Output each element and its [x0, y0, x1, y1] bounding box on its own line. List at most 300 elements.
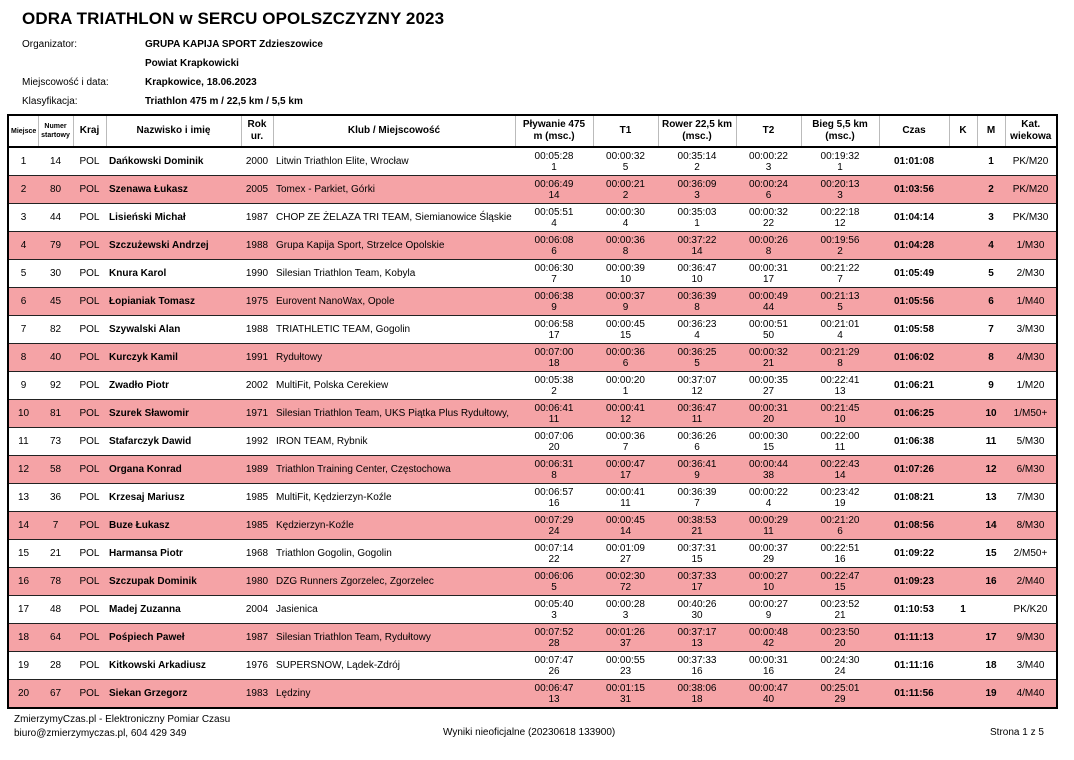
row-club: IRON TEAM, Rybnik [273, 428, 515, 456]
row-t2-position: 4 [765, 497, 772, 509]
table-row [8, 400, 1057, 428]
row-run-time: 00:22:47 [820, 570, 860, 582]
row-swim [515, 456, 593, 484]
row-bib: 67 [38, 680, 73, 709]
row-run [801, 400, 879, 428]
row-t1-position: 14 [619, 525, 632, 537]
row-bib: 21 [38, 540, 73, 568]
row-k: 1 [949, 596, 977, 624]
row-name: Kurczyk Kamil [106, 344, 241, 372]
row-m: 12 [977, 456, 1005, 484]
row-bike [658, 344, 736, 372]
row-run-time: 00:21:01 [820, 318, 860, 330]
row-t2-time: 00:00:35 [749, 374, 788, 386]
row-run-position: 20 [834, 637, 846, 649]
row-place: 7 [8, 316, 38, 344]
row-t2 [736, 484, 801, 512]
row-name: Pośpiech Paweł [106, 624, 241, 652]
row-t2 [736, 316, 801, 344]
row-bike [658, 428, 736, 456]
row-name: Szczupak Dominik [106, 568, 241, 596]
footer-company-block [14, 713, 230, 741]
row-bike [658, 596, 736, 624]
row-name: Lisieński Michał [106, 204, 241, 232]
row-t2-time: 00:00:31 [749, 262, 788, 274]
row-swim-position: 13 [548, 693, 560, 705]
row-time: 01:09:22 [879, 540, 949, 568]
row-run-time: 00:21:13 [820, 290, 860, 302]
row-t1-position: 10 [619, 273, 632, 285]
row-t1-position: 8 [622, 245, 629, 257]
row-t2-position: 38 [762, 469, 775, 481]
row-swim-time: 00:07:29 [534, 514, 574, 526]
row-year: 2005 [241, 176, 273, 204]
row-t1-position: 7 [622, 441, 629, 453]
row-run-time: 00:22:43 [820, 458, 860, 470]
row-swim-time: 00:07:47 [534, 654, 574, 666]
row-t1-time: 00:00:37 [606, 290, 645, 302]
row-t2-position: 42 [762, 637, 775, 649]
row-k [949, 540, 977, 568]
table-row [8, 204, 1057, 232]
row-bike [658, 680, 736, 709]
row-run-position: 6 [837, 525, 843, 537]
row-t1-position: 1 [622, 385, 629, 397]
row-run-time: 00:21:20 [820, 514, 860, 526]
row-m: 5 [977, 260, 1005, 288]
row-run-time: 00:22:41 [820, 374, 860, 386]
row-t2 [736, 260, 801, 288]
row-name: Szurek Sławomir [106, 400, 241, 428]
row-swim-time: 00:06:30 [534, 262, 574, 274]
row-swim-position: 16 [548, 497, 560, 509]
row-bib: 58 [38, 456, 73, 484]
page-title: ODRA TRIATHLON w SERCU OPOLSZCZYZNY 2023 [22, 9, 445, 28]
row-time: 01:05:56 [879, 288, 949, 316]
row-bike [658, 288, 736, 316]
row-m: 18 [977, 652, 1005, 680]
row-t1-time: 00:01:15 [606, 682, 645, 694]
row-year: 1985 [241, 484, 273, 512]
row-k [949, 288, 977, 316]
meta-value: Krapkowice, 18.06.2023 [145, 77, 257, 88]
meta-row-classification [0, 93, 1074, 112]
row-t1-time: 00:00:55 [606, 654, 645, 666]
row-bike [658, 260, 736, 288]
row-t2-time: 00:00:31 [749, 654, 788, 666]
row-t2 [736, 568, 801, 596]
row-place: 6 [8, 288, 38, 316]
row-bike [658, 484, 736, 512]
row-m: 13 [977, 484, 1005, 512]
col-header-club: Klub / Miejscowość [273, 115, 515, 147]
row-time: 01:08:56 [879, 512, 949, 540]
row-time: 01:01:08 [879, 147, 949, 176]
row-run-time: 00:22:18 [820, 206, 860, 218]
row-bike-time: 00:36:39 [677, 486, 717, 498]
row-t1-position: 72 [619, 581, 632, 593]
row-swim [515, 288, 593, 316]
row-t2-position: 10 [762, 581, 775, 593]
row-t1-position: 31 [619, 693, 632, 705]
col-header-name: Nazwisko i imię [106, 115, 241, 147]
row-bike-position: 30 [691, 609, 703, 621]
table-header-row [8, 115, 1057, 147]
row-bike-time: 00:37:17 [677, 626, 717, 638]
row-t1-time: 00:00:20 [606, 374, 645, 386]
row-year: 1989 [241, 456, 273, 484]
row-year: 1968 [241, 540, 273, 568]
row-time: 01:06:02 [879, 344, 949, 372]
row-t2-time: 00:00:48 [749, 626, 788, 638]
row-country: POL [73, 344, 106, 372]
row-t1-position: 6 [622, 357, 629, 369]
row-t1 [593, 232, 658, 260]
row-t1 [593, 484, 658, 512]
row-bike-time: 00:38:53 [677, 514, 717, 526]
row-year: 2002 [241, 372, 273, 400]
row-swim-position: 18 [548, 357, 560, 369]
row-bike [658, 456, 736, 484]
row-t2 [736, 624, 801, 652]
row-t1-time: 00:00:28 [606, 598, 645, 610]
footer-status: Wyniki nieoficjalne (20230618 133900) [443, 727, 616, 738]
row-category: 7/M30 [1005, 484, 1057, 512]
row-t1 [593, 540, 658, 568]
row-country: POL [73, 316, 106, 344]
row-time: 01:04:14 [879, 204, 949, 232]
row-t1-position: 37 [619, 637, 632, 649]
row-t2-time: 00:00:26 [749, 234, 788, 246]
row-swim-time: 00:06:08 [534, 234, 574, 246]
row-bike-time: 00:37:33 [677, 570, 717, 582]
col-header-country: Kraj [73, 115, 106, 147]
row-swim-time: 00:05:38 [534, 374, 574, 386]
row-m: 3 [977, 204, 1005, 232]
row-name: Siekan Grzegorz [106, 680, 241, 709]
row-bib: 73 [38, 428, 73, 456]
row-place: 12 [8, 456, 38, 484]
row-run-time: 00:20:13 [820, 178, 860, 190]
row-swim-position: 2 [551, 385, 557, 397]
row-bib: 82 [38, 316, 73, 344]
row-swim-position: 24 [548, 525, 560, 537]
row-m: 2 [977, 176, 1005, 204]
row-t1-position: 4 [622, 217, 629, 229]
row-t2-position: 20 [762, 413, 775, 425]
row-run-time: 00:23:52 [820, 598, 860, 610]
row-bike-time: 00:38:06 [677, 682, 717, 694]
row-name: Kitkowski Arkadiusz [106, 652, 241, 680]
row-bike-position: 7 [694, 497, 700, 509]
row-bike-position: 9 [694, 469, 700, 481]
table-row [8, 147, 1057, 176]
row-swim [515, 176, 593, 204]
row-country: POL [73, 512, 106, 540]
row-swim-position: 8 [551, 469, 557, 481]
row-time: 01:06:25 [879, 400, 949, 428]
row-run [801, 652, 879, 680]
row-country: POL [73, 428, 106, 456]
row-k [949, 316, 977, 344]
row-year: 1975 [241, 288, 273, 316]
table-row [8, 232, 1057, 260]
row-bike-position: 1 [694, 217, 700, 229]
row-t2 [736, 176, 801, 204]
row-t2 [736, 147, 801, 176]
row-place: 1 [8, 147, 38, 176]
row-bike-time: 00:37:33 [677, 654, 717, 666]
row-swim-position: 5 [551, 581, 557, 593]
row-m: 1 [977, 147, 1005, 176]
row-t1-time: 00:01:09 [606, 542, 645, 554]
table-row [8, 540, 1057, 568]
row-swim [515, 512, 593, 540]
row-time: 01:07:26 [879, 456, 949, 484]
row-bike-position: 2 [694, 161, 700, 173]
row-name: Szenawa Łukasz [106, 176, 241, 204]
meta-value: Powiat Krapkowicki [145, 58, 239, 69]
row-swim [515, 260, 593, 288]
row-category: PK/M20 [1005, 176, 1057, 204]
results-body [8, 147, 1057, 708]
row-country: POL [73, 540, 106, 568]
row-bib: 36 [38, 484, 73, 512]
row-t1-position: 23 [619, 665, 632, 677]
row-swim-position: 28 [548, 637, 560, 649]
row-swim [515, 680, 593, 709]
meta-label: Miejscowość i data: [22, 77, 109, 88]
row-bike-position: 21 [691, 525, 703, 537]
row-bib: 45 [38, 288, 73, 316]
row-t1-time: 00:00:47 [606, 458, 645, 470]
row-country: POL [73, 484, 106, 512]
row-k [949, 484, 977, 512]
row-bike [658, 147, 736, 176]
row-t2-time: 00:00:32 [749, 206, 788, 218]
row-t1-position: 27 [619, 553, 632, 565]
row-t1-time: 00:00:45 [606, 514, 645, 526]
row-t2 [736, 400, 801, 428]
col-header-bib: Numer startowy [38, 115, 73, 147]
row-run [801, 232, 879, 260]
row-country: POL [73, 288, 106, 316]
row-t2 [736, 204, 801, 232]
row-place: 3 [8, 204, 38, 232]
row-t1 [593, 568, 658, 596]
row-time: 01:09:23 [879, 568, 949, 596]
row-t2-position: 3 [765, 161, 772, 173]
row-swim-position: 26 [548, 665, 560, 677]
row-t1-time: 00:02:30 [606, 570, 645, 582]
row-t2-time: 00:00:29 [749, 514, 788, 526]
row-t2 [736, 456, 801, 484]
row-swim-time: 00:07:00 [534, 346, 574, 358]
row-club: MultiFit, Polska Cerekiew [273, 372, 515, 400]
row-run-position: 7 [837, 273, 843, 285]
col-header-category: Kat. wiekowa [1005, 115, 1057, 147]
row-t2 [736, 288, 801, 316]
row-bike-position: 14 [691, 245, 703, 257]
row-bike-time: 00:37:07 [677, 374, 717, 386]
row-t2-position: 29 [762, 553, 775, 565]
row-club: Rydułtowy [273, 344, 515, 372]
row-club: Kędzierzyn-Koźle [273, 512, 515, 540]
row-t1 [593, 456, 658, 484]
row-bike-position: 13 [691, 637, 703, 649]
row-club: SUPERSNOW, Lądek-Zdrój [273, 652, 515, 680]
row-bike-position: 5 [694, 357, 700, 369]
row-t2 [736, 344, 801, 372]
row-run [801, 624, 879, 652]
row-bike-time: 00:37:31 [677, 542, 717, 554]
row-t2-time: 00:00:31 [749, 402, 788, 414]
row-bike-time: 00:36:41 [677, 458, 717, 470]
row-t2 [736, 540, 801, 568]
row-bike-position: 18 [691, 693, 703, 705]
row-swim-time: 00:06:31 [534, 458, 574, 470]
row-category: PK/M30 [1005, 204, 1057, 232]
row-year: 1980 [241, 568, 273, 596]
row-club: Lędziny [273, 680, 515, 709]
row-place: 10 [8, 400, 38, 428]
row-time: 01:04:28 [879, 232, 949, 260]
row-k [949, 232, 977, 260]
row-t2 [736, 680, 801, 709]
meta-row-organizer [0, 36, 1074, 55]
row-k [949, 176, 977, 204]
row-year: 1988 [241, 316, 273, 344]
row-category: PK/M20 [1005, 147, 1057, 176]
row-bike-position: 4 [694, 329, 700, 341]
row-bike [658, 316, 736, 344]
row-bib: 48 [38, 596, 73, 624]
row-run [801, 204, 879, 232]
row-place: 19 [8, 652, 38, 680]
row-bike-time: 00:36:09 [677, 178, 717, 190]
row-run [801, 372, 879, 400]
row-t1 [593, 400, 658, 428]
footer-contact: biuro@zmierzymyczas.pl, 604 429 349 [14, 728, 187, 739]
row-bike [658, 204, 736, 232]
row-club: Tomex - Parkiet, Górki [273, 176, 515, 204]
row-t1 [593, 652, 658, 680]
row-t1 [593, 204, 658, 232]
row-t2-time: 00:00:30 [749, 430, 788, 442]
row-run-time: 00:19:32 [820, 150, 860, 162]
row-run-position: 10 [834, 413, 846, 425]
row-k [949, 568, 977, 596]
row-country: POL [73, 372, 106, 400]
row-run [801, 512, 879, 540]
row-run [801, 540, 879, 568]
row-swim-position: 22 [548, 553, 560, 565]
row-swim [515, 316, 593, 344]
row-t1-position: 17 [619, 469, 632, 481]
table-row [8, 680, 1057, 709]
row-t2 [736, 596, 801, 624]
table-row [8, 344, 1057, 372]
row-swim [515, 652, 593, 680]
row-t1-time: 00:00:32 [606, 150, 645, 162]
row-t2-position: 17 [762, 273, 775, 285]
row-swim-time: 00:06:06 [534, 570, 574, 582]
row-club: Triathlon Training Center, Częstochowa [273, 456, 515, 484]
row-bib: 28 [38, 652, 73, 680]
meta-value: GRUPA KAPIJA SPORT Zdzieszowice [145, 39, 323, 50]
table-row [8, 176, 1057, 204]
row-swim-time: 00:05:40 [534, 598, 574, 610]
row-swim-position: 14 [548, 189, 560, 201]
row-t2-position: 22 [762, 217, 775, 229]
row-bike-position: 11 [691, 413, 703, 425]
row-t1 [593, 624, 658, 652]
row-run-position: 29 [834, 693, 846, 705]
row-t1-time: 00:00:21 [606, 178, 645, 190]
row-t1-time: 00:00:45 [606, 318, 645, 330]
row-m: 11 [977, 428, 1005, 456]
row-name: Krzesaj Mariusz [106, 484, 241, 512]
row-bike-position: 6 [694, 441, 700, 453]
row-time: 01:05:58 [879, 316, 949, 344]
row-time: 01:05:49 [879, 260, 949, 288]
row-t2-position: 21 [762, 357, 775, 369]
row-club: Silesian Triathlon Team, Rydułtowy [273, 624, 515, 652]
row-m: 15 [977, 540, 1005, 568]
row-run [801, 260, 879, 288]
row-swim-time: 00:07:52 [534, 626, 574, 638]
row-run-time: 00:22:51 [820, 542, 860, 554]
row-swim [515, 232, 593, 260]
row-swim-position: 11 [548, 413, 560, 425]
row-time: 01:08:21 [879, 484, 949, 512]
row-k [949, 624, 977, 652]
row-place: 20 [8, 680, 38, 709]
row-swim-time: 00:06:41 [534, 402, 574, 414]
row-country: POL [73, 596, 106, 624]
row-swim-position: 17 [548, 329, 560, 341]
row-place: 14 [8, 512, 38, 540]
row-run-position: 14 [834, 469, 846, 481]
row-bike [658, 624, 736, 652]
row-swim [515, 596, 593, 624]
row-t2-position: 11 [763, 525, 774, 537]
row-bike-time: 00:40:26 [677, 598, 717, 610]
row-year: 2004 [241, 596, 273, 624]
row-club: Triathlon Gogolin, Gogolin [273, 540, 515, 568]
row-bib: 78 [38, 568, 73, 596]
row-time: 01:06:38 [879, 428, 949, 456]
row-swim-position: 20 [548, 441, 560, 453]
row-club: Eurovent NanoWax, Opole [273, 288, 515, 316]
row-bib: 40 [38, 344, 73, 372]
row-t2-time: 00:00:32 [749, 346, 788, 358]
row-t1 [593, 428, 658, 456]
row-t1 [593, 176, 658, 204]
row-bike-position: 15 [691, 553, 703, 565]
row-bib: 7 [38, 512, 73, 540]
row-run-position: 24 [834, 665, 846, 677]
row-year: 1987 [241, 204, 273, 232]
row-name: Zwadło Piotr [106, 372, 241, 400]
row-t2-time: 00:00:27 [749, 570, 788, 582]
row-run-position: 11 [834, 441, 846, 453]
row-run [801, 147, 879, 176]
row-name: Buze Łukasz [106, 512, 241, 540]
row-swim-position: 4 [551, 217, 557, 229]
row-t2 [736, 512, 801, 540]
row-run-position: 21 [834, 609, 846, 621]
